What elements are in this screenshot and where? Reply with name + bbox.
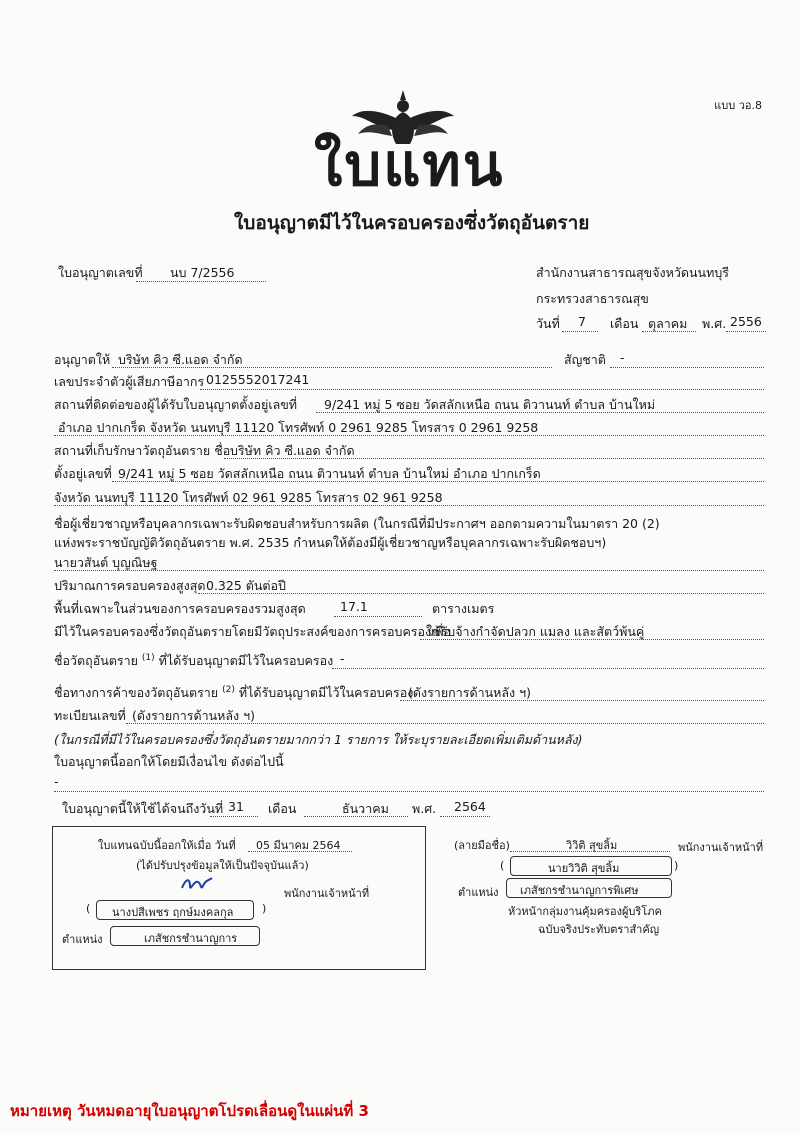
box-officer-name: นางปสีเพชร ฤกษ์มงคลกุล [112, 906, 234, 919]
dotted-line [210, 816, 258, 817]
dotted-line [316, 412, 764, 413]
dotted-line [562, 331, 598, 332]
box-issued-label: ใบแทนฉบับนี้ออกให้เมื่อ วันที่ [98, 839, 236, 852]
tax-id-value: 0125552017241 [206, 372, 310, 387]
quantity-value: 0.325 ตันต่อปี [206, 578, 286, 593]
document-title: ใบแทน [314, 131, 505, 199]
chem-name-sup: (1) [141, 652, 155, 663]
dotted-line [54, 435, 764, 436]
chem-name-label-b: ที่ได้รับอนุญาตมีไว้ในครอบครอง [158, 653, 334, 668]
chem-name-label [54, 651, 333, 671]
address-label: สถานที่ติดต่อของผู้ได้รับใบอนุญาตตั้งอยู่เลขที่ [54, 397, 298, 412]
nationality-label: สัญชาติ [564, 352, 606, 367]
dotted-line [126, 723, 764, 724]
area-label: พื้นที่เฉพาะในส่วนของการครอบครองรวมสูงสุด [54, 601, 306, 616]
expert-line1: ชื่อผู้เชี่ยวชาญหรือบุคลากรเฉพาะรับผิดชอบสำหรับการผลิต (ในกรณีที่มีประกาศฯ ออกตามความในมาตรา 20 (2) [54, 516, 660, 531]
trade-name-value: (ดังรายการด้านหลัง ฯ) [408, 685, 532, 700]
date-month-label: เดือน [610, 316, 639, 331]
sign-name-script: วิวิติ สุขลิ้ม [566, 839, 618, 852]
valid-month-label: เดือน [268, 801, 297, 816]
valid-year: 2564 [454, 799, 486, 814]
dotted-line [248, 851, 352, 852]
sign-position-label: ตำแหน่ง [458, 886, 499, 899]
storage-addr-label: ตั้งอยู่เลขที่ [54, 466, 112, 481]
box-updated-note: (ได้ปรับปรุงข้อมูลให้เป็นปัจจุบันแล้ว) [136, 859, 309, 872]
form-code: แบบ วอ.8 [714, 99, 762, 112]
trade-name-sup: (2) [222, 684, 235, 695]
signature-mark-icon [180, 874, 214, 900]
trade-name-label-a: ชื่อทางการค้าของวัตถุอันตราย [54, 685, 219, 700]
reg-no-label: ทะเบียนเลขที่ [54, 708, 126, 723]
chem-name-value: - [340, 651, 345, 666]
dotted-line [200, 389, 764, 390]
storage-addr1: 9/241 หมู่ 5 ซอย วัดสลักเหนือ ถนน ติวานนท์ ตำบล บ้านใหม่ อำเภอ ปากเกร็ด [118, 466, 541, 481]
dotted-line [54, 505, 764, 506]
sign-position-line2: หัวหน้ากลุ่มงานคุ้มครองผู้บริโภค [508, 905, 662, 918]
multiple-items-note: (ในกรณีที่มีไว้ในครอบครองซึ่งวัตถุอันตรายมากกว่า 1 รายการ ให้ระบุรายละเอียดเพิ่มเติมด้านหลัง) [54, 732, 583, 747]
area-unit: ตารางเมตร [432, 601, 495, 616]
paren-open: ( [500, 859, 505, 872]
chem-name-label-a: ชื่อวัตถุอันตราย [54, 653, 138, 668]
dotted-line [224, 458, 764, 459]
date-year-label: พ.ศ. [702, 316, 727, 331]
expert-name: นายวสันต์ บุญณิษฐ [54, 555, 158, 570]
condition-label: ใบอนุญาตนี้ออกให้โดยมีเงื่อนไข ดังต่อไปนี้ [54, 754, 284, 769]
dotted-line [334, 616, 422, 617]
purpose-label: มีไว้ในครอบครองซึ่งวัตถุอันตรายโดยมีวัตถุประสงค์ของการครอบครองเพื่อ [54, 624, 452, 639]
date-year: 2556 [730, 314, 762, 329]
grantee-label: อนุญาตให้ [54, 352, 111, 367]
footer-note: หมายเหตุ วันหมดอายุใบอนุญาตโปรดเลื่อนดูในแผ่นที่ 3 [10, 1102, 369, 1120]
area-value: 17.1 [340, 599, 368, 614]
document-subtitle: ใบอนุญาตมีไว้ในครอบครองซึ่งวัตถุอันตราย [234, 212, 590, 234]
dotted-line [112, 481, 764, 482]
certify-text: ฉบับจริงประทับตราสำคัญ [538, 923, 660, 936]
reg-no-value: (ดังรายการด้านหลัง ฯ) [132, 708, 256, 723]
office-line1: สำนักงานสาธารณสุขจังหวัดนนทบุรี [536, 265, 729, 280]
dotted-line [726, 331, 766, 332]
dotted-line [54, 570, 764, 571]
office-line2: กระทรวงสาธารณสุข [536, 291, 649, 306]
address-value2: อำเภอ ปากเกร็ด จังหวัด นนทบุรี 11120 โทรศัพท์ 0 2961 9285 โทรสาร 0 2961 9258 [58, 420, 539, 435]
paren-close: ) [674, 859, 679, 872]
box-issued-date: 05 มีนาคม 2564 [256, 839, 341, 852]
storage-label: สถานที่เก็บรักษาวัตถุอันตราย ชื่อ [54, 443, 231, 458]
dotted-line [610, 367, 764, 368]
paren-close: ) [262, 902, 267, 915]
grantee-value: บริษัท คิว ซี.แอด จำกัด [118, 352, 243, 367]
date-day: 7 [578, 314, 586, 329]
valid-label: ใบอนุญาตนี้ให้ใช้ได้จนถึงวันที่ [62, 801, 224, 816]
dotted-line [136, 281, 266, 282]
box-position-value: เภสัชกรชำนาญการ [144, 932, 238, 945]
date-day-label: วันที่ [536, 316, 560, 331]
valid-month: ธันวาคม [342, 801, 389, 816]
sign-officer-label: พนักงานเจ้าหน้าที่ [678, 841, 764, 854]
paren-open: ( [86, 902, 91, 915]
address-value1: 9/241 หมู่ 5 ซอย วัดสลักเหนือ ถนน ติวานนท์ ตำบล บ้านใหม่ [324, 397, 656, 412]
nationality-value: - [620, 350, 625, 365]
purpose-value: ใช้รับจ้างกำจัดปลวก แมลง และสัตว์พ้นคู่ [426, 624, 645, 639]
box-officer-label: พนักงานเจ้าหน้าที่ [284, 887, 370, 900]
tax-id-label: เลขประจำตัวผู้เสียภาษีอากร [54, 374, 205, 389]
dotted-line [112, 367, 552, 368]
dotted-line [54, 791, 764, 792]
storage-addr2: จังหวัด นนทบุรี 11120 โทรศัพท์ 02 961 9285 โทรสาร 02 961 9258 [54, 490, 443, 505]
quantity-label: ปริมาณการครอบครองสูงสุด [54, 578, 206, 593]
expert-line2: แห่งพระราชบัญญัติวัตถุอันตราย พ.ศ. 2535 กำหนดให้ต้องมีผู้เชี่ยวชาญหรือบุคลากรเฉพาะรับผิดชอบฯ) [54, 535, 607, 550]
sign-position-value: เภสัชกรชำนาญการพิเศษ [520, 884, 639, 897]
dotted-line [420, 639, 764, 640]
box-position-label: ตำแหน่ง [62, 933, 103, 946]
sign-name-printed: นายวิวิติ สุขลิ้ม [548, 862, 620, 875]
dotted-line [440, 816, 490, 817]
dotted-line [642, 331, 696, 332]
trade-name-label-b: ที่ได้รับอนุญาตมีไว้ในครอบครอง [238, 685, 414, 700]
license-no-label: ใบอนุญาตเลขที่ [58, 265, 143, 280]
sign-label: (ลายมือชื่อ) [454, 839, 510, 852]
valid-year-label: พ.ศ. [412, 801, 437, 816]
dotted-line [510, 851, 670, 852]
date-month: ตุลาคม [648, 316, 688, 331]
trade-name-label [54, 683, 413, 703]
storage-name: บริษัท คิว ซี.แอด จำกัด [230, 443, 355, 458]
dotted-line [198, 593, 764, 594]
dotted-line [304, 816, 408, 817]
dotted-line [400, 700, 764, 701]
condition-value: - [54, 774, 59, 789]
dotted-line [332, 668, 764, 669]
valid-day: 31 [228, 799, 244, 814]
license-no-value: นบ 7/2556 [170, 265, 235, 280]
